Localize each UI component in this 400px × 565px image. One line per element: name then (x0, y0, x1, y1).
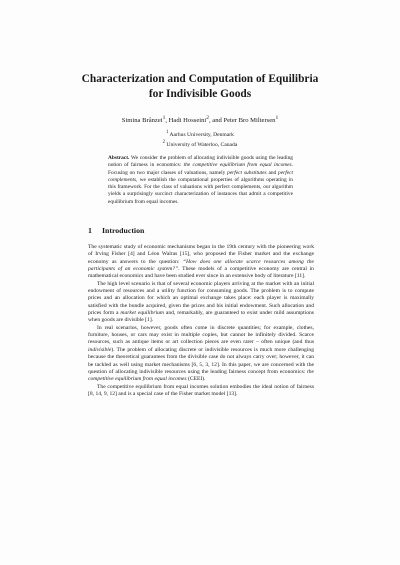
text-run: The systematic study of economic mechanisms began in the 19th century with the pioneering work of Irving Fisher [4] and Léon Walras [15], who proposed the Fisher market and the exchange economy as answers to the question: (88, 244, 314, 265)
paragraph (88, 325, 314, 384)
author-list (60, 114, 340, 125)
affiliation-mark: 2 (162, 140, 165, 146)
author-separator: , (165, 117, 169, 125)
body-text (88, 244, 314, 398)
author-affil-mark: 1 (162, 115, 166, 121)
emphasis: market equilibrium (120, 310, 164, 317)
author-separator: , and (208, 117, 224, 125)
text-run: ). The problem of allocating discrete or indivisible resources is much more challenging because the theoretical guarantees from the divisible case do not always carry over; however, it can be tackled as well using market mechanisms [6, 5, 3, 12]. In this paper, we are concerned with the question of allocating indivisible resources using the leading fairness concept from economics: (88, 346, 314, 375)
text-run: (CEEI). (186, 376, 206, 383)
text-run: . These models of a competitive economy are central in mathematical economics and have been studied ever since in an extensive body of literature [11]. (88, 266, 314, 280)
author-name: Hadi Hosseini (168, 117, 207, 125)
author-name: Simina Brânzei (121, 117, 163, 125)
paragraph (88, 384, 314, 399)
paper-title (60, 72, 340, 101)
emphasis: “How does one allocate scarce resources among the participants of an economic system?” (88, 258, 314, 273)
abstract-emphasis: perfect substitutes (227, 169, 267, 176)
section-title: Introduction (102, 226, 145, 235)
title-line-2: for Indivisible Goods (148, 87, 252, 100)
text-run: The competitive equilibrium from equal incomes solution embodies the ideal notion of fairness [8, 14, 9, 12] and is a special case of the Fisher market model [13]. (88, 383, 314, 397)
section-heading (88, 226, 328, 236)
text-run: The high level scenario is that of several economic players arriving at the market with an initial endowment of resources and a utility function for consuming goods. The problem is to compute prices and an allocation for which an optimal exchange takes place: each player is maximally satisfied with the bundle acquired, given the prices and his initial endowment. Such allocation and prices form a (88, 280, 314, 317)
affiliation-text: Aarhus University, Denmark (169, 131, 234, 138)
text-run: In real scenarios, however, goods often come in discrete quantities; for example, clothes, furniture, houses, or cars may exist in multiple copies, but cannot be infinitely divided. Scarce resources, such as antique items or art collection pieces are even rarer – often unique (and thus (88, 324, 314, 346)
affiliation-mark: 1 (166, 130, 169, 135)
affiliation (60, 139, 340, 149)
abstract-label: Abstract. (108, 155, 130, 161)
emphasis: indivisible (88, 346, 112, 353)
abstract-run: . Focusing on two major classes of valuations, namely (108, 162, 294, 176)
title-line-1: Characterization and Computation of Equilibria (81, 73, 319, 85)
section-number: 1 (88, 226, 92, 235)
paragraph (88, 281, 314, 325)
abstract-emphasis: the competitive equilibrium from equal incomes (183, 162, 292, 169)
author-affil-mark: 1 (275, 115, 279, 121)
emphasis: the competitive equilibrium from equal incomes (88, 368, 314, 383)
abstract-text (108, 155, 293, 206)
affiliation-text: University of Waterloo, Canada (166, 142, 238, 149)
abstract-run: We consider the problem of allocating indivisible goods using the leading notion of fairness in economics: (108, 155, 293, 169)
paragraph (88, 244, 314, 281)
author-name: Peter Bro Miltersen (223, 117, 276, 125)
abstract-run: , we establish the computational properties of algorithms operating in this framework. For the class of valuations with perfect complements, our algorithm yields a surprisingly succinct characterization of instances that admit a competitive equilibrium from equal incomes. (108, 176, 293, 205)
abstract-run: and (266, 169, 279, 176)
author-affil-mark: 2 (206, 115, 209, 121)
text-run: and, remarkably, are guaranteed to exist under mild assumptions when goods are divisible [1]. (88, 310, 314, 324)
abstract-emphasis: perfect complements (108, 169, 294, 183)
abstract (108, 155, 293, 206)
affiliations (60, 129, 340, 150)
affiliation (60, 129, 340, 139)
